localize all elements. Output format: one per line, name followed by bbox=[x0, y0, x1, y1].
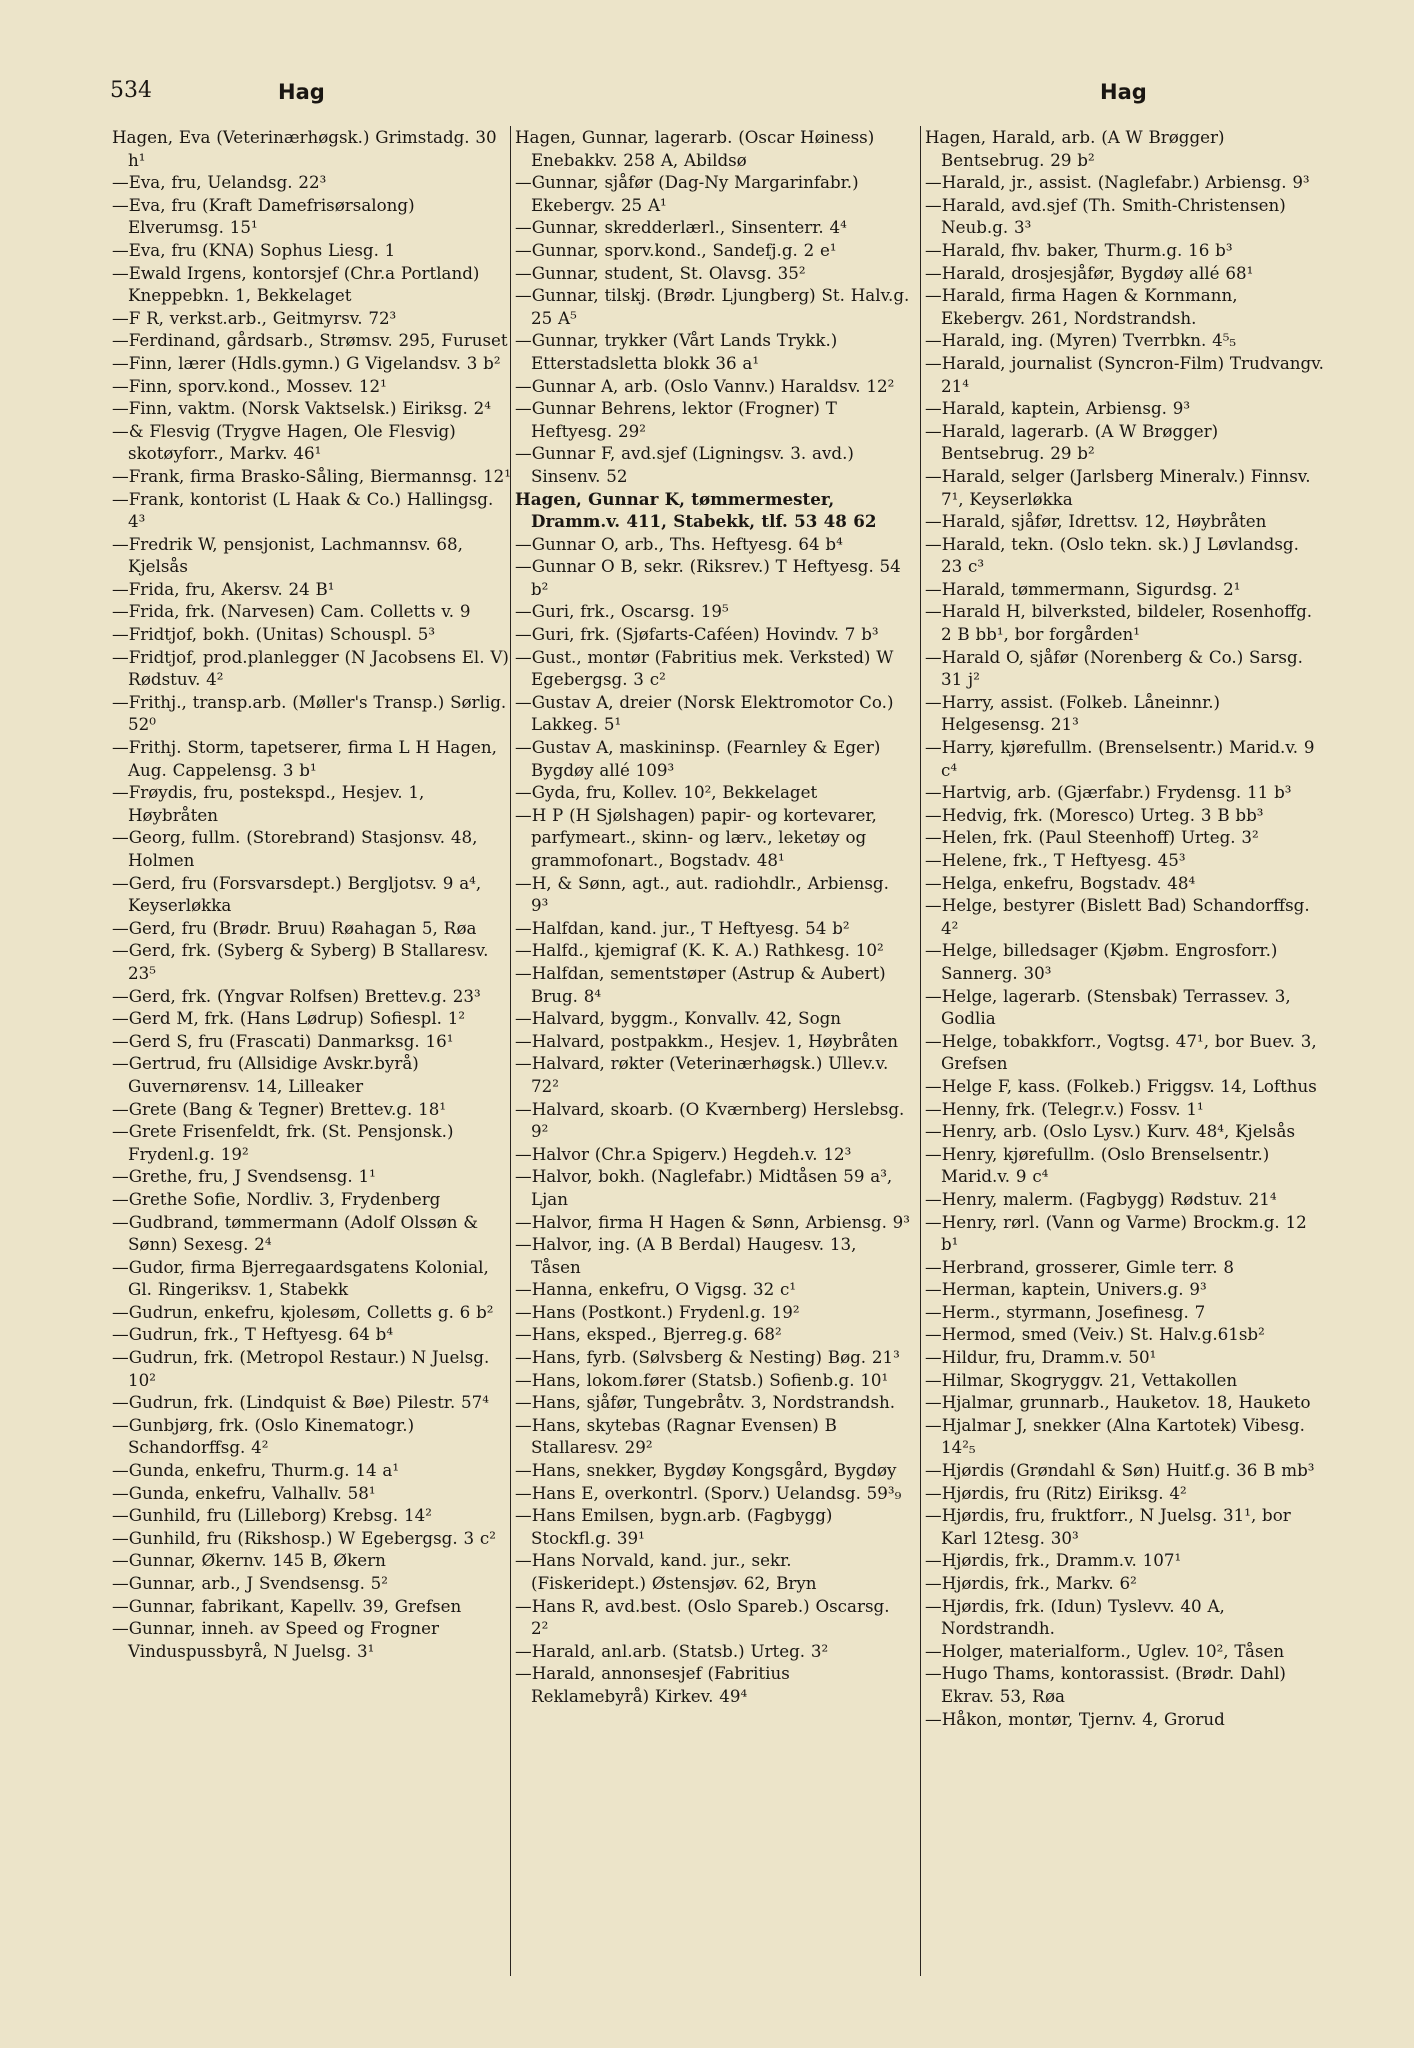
directory-entry: —Gunnar, inneh. av Speed og Frogner Vinduspussbyrå, N Juelsg. 3¹ bbox=[112, 1618, 439, 1661]
directory-entry: —Helge, bestyrer (Bislett Bad) Schandorffsg. 4² bbox=[925, 895, 1310, 938]
directory-entry: —Halvor, bokh. (Naglefabr.) Midtåsen 59 a³, Ljan bbox=[515, 1166, 893, 1209]
directory-entry: —Harald, drosjesjåfør, Bygdøy allé 68¹ bbox=[925, 262, 1254, 283]
directory-entry: —Gunnar, trykker (Vårt Lands Trykk.) Etterstadsletta blokk 36 a¹ bbox=[515, 330, 838, 373]
directory-entry: —Harald, tekn. (Oslo tekn. sk.) J Løvlandsg. 23 c³ bbox=[925, 533, 1299, 577]
directory-entry: —Henry, arb. (Oslo Lysv.) Kurv. 48⁴, Kjelsås bbox=[925, 1121, 1296, 1142]
directory-entry: —Hans, fyrb. (Sølvsberg & Nesting) Bøg. 21³ bbox=[515, 1347, 900, 1368]
directory-entry: —Henry, malerm. (Fagbygg) Rødstuv. 21⁴ bbox=[925, 1188, 1277, 1209]
directory-entry: —Halvor, ing. (A B Berdal) Haugesv. 13, Tåsen bbox=[515, 1234, 857, 1277]
directory-entry: —Harald, jr., assist. (Naglefabr.) Arbiensg. 9³ bbox=[925, 172, 1310, 193]
directory-entry: —Guri, frk. (Sjøfarts-Caféen) Hovindv. 7 b³ bbox=[515, 624, 879, 645]
directory-entry: —Finn, sporv.kond., Mossev. 12¹ bbox=[112, 375, 387, 396]
directory-entry: —Hjørdis, frk. (Idun) Tyslevv. 40 A, Nordstrandh. bbox=[925, 1595, 1225, 1639]
directory-entry: —Hans R, avd.best. (Oslo Spareb.) Oscarsg. 2² bbox=[515, 1595, 890, 1639]
directory-entry: —Hjørdis, frk., Dramm.v. 107¹ bbox=[925, 1550, 1182, 1571]
directory-entry: —Ferdinand, gårdsarb., Strømsv. 295, Furuset bbox=[112, 330, 508, 351]
directory-entry: —F R, verkst.arb., Geitmyrsv. 72³ bbox=[112, 307, 397, 328]
directory-entry: —Helen, frk. (Paul Steenhoff) Urteg. 3² bbox=[925, 827, 1259, 848]
directory-entry: —Harald, selger (Jarlsberg Mineralv.) Finnsv. 7¹, Keyserløkka bbox=[925, 465, 1311, 509]
directory-entry: —Eva, fru, Uelandsg. 22³ bbox=[112, 172, 327, 193]
directory-entry: —Gunnar O, arb., Ths. Heftyesg. 64 b⁴ bbox=[515, 533, 843, 554]
directory-entry: —Harald, lagerarb. (A W Brøgger) Bentsebrug. 29 b² bbox=[925, 420, 1219, 464]
directory-entry: —Helge, billedsager (Kjøbm. Engrosforr.) Sannerg. 30³ bbox=[925, 940, 1278, 983]
directory-entry: —Grethe Sofie, Nordliv. 3, Frydenberg bbox=[112, 1188, 441, 1209]
directory-entry: —Fridtjof, prod.planlegger (N Jacobsens El. V) Rødstuv. 4² bbox=[112, 646, 509, 690]
directory-entry: —Eva, fru (Kraft Damefrisørsalong) Elverumsg. 15¹ bbox=[112, 194, 415, 238]
directory-entry: —Hans, lokom.fører (Statsb.) Sofienb.g. 10¹ bbox=[515, 1369, 889, 1390]
directory-entry: —Gunnar, fabrikant, Kapellv. 39, Grefsen bbox=[112, 1595, 462, 1616]
directory-entry: —Helge, lagerarb. (Stensbak) Terrassev. 3, Godlia bbox=[925, 985, 1291, 1029]
directory-entry: —Helene, frk., T Heftyesg. 45³ bbox=[925, 850, 1186, 870]
directory-entry: —Ewald Irgens, kontorsjef (Chr.a Portland) Kneppebkn. 1, Bekkelaget bbox=[112, 262, 480, 306]
directory-entry: —Gerd, frk. (Syberg & Syberg) B Stallaresv. 23⁵ bbox=[112, 940, 489, 983]
directory-entry: —Gunnar, skredderlærl., Sinsenterr. 4⁴ bbox=[515, 217, 847, 238]
directory-entry: —Harald, firma Hagen & Kornmann, Ekebergv. 261, Nordstrandsh. bbox=[925, 285, 1238, 328]
directory-entry: —Hjørdis, fru (Ritz) Eiriksg. 4² bbox=[925, 1482, 1187, 1503]
column-middle bbox=[510, 126, 910, 1976]
directory-entry: —Finn, lærer (Hdls.gymn.) G Vigelandsv. 3 b² bbox=[112, 352, 501, 373]
directory-entry: —Finn, vaktm. (Norsk Vaktselsk.) Eiriksg. 2⁴ bbox=[112, 398, 491, 419]
directory-entry: —Fredrik W, pensjonist, Lachmannsv. 68, Kjelsås bbox=[112, 533, 463, 577]
directory-entry: —Hans Norvald, kand. jur., sekr. (Fiskeridept.) Østensjøv. 62, Bryn bbox=[515, 1550, 817, 1593]
directory-entry: —Hjørdis (Grøndahl & Søn) Huitf.g. 36 B mb³ bbox=[925, 1460, 1315, 1481]
directory-entry: Hagen, Gunnar K, tømmermester, Dramm.v. 411, Stabekk, tlf. 53 48 62 bbox=[515, 488, 877, 532]
directory-entry: —Guri, frk., Oscarsg. 19⁵ bbox=[515, 601, 729, 622]
directory-entry: —Gunda, enkefru, Thurm.g. 14 a¹ bbox=[112, 1460, 400, 1481]
directory-entry: —Gudbrand, tømmermann (Adolf Olssøn & Sønn) Sexesg. 2⁴ bbox=[112, 1211, 479, 1255]
directory-entry: —Gunnar, sjåfør (Dag-Ny Margarinfabr.) Ekebergv. 25 A¹ bbox=[515, 172, 859, 215]
directory-entry: —Harald, tømmermann, Sigurdsg. 2¹ bbox=[925, 578, 1241, 599]
directory-entry: —Henry, kjørefullm. (Oslo Brenselsentr.) Marid.v. 9 c⁴ bbox=[925, 1143, 1270, 1187]
directory-entry: —Hjørdis, fru, fruktforr., N Juelsg. 31¹, bor Karl 12tesg. 30³ bbox=[925, 1505, 1291, 1548]
directory-entry: —Hugo Thams, kontorassist. (Brødr. Dahl) Ekrav. 53, Røa bbox=[925, 1663, 1286, 1706]
directory-entry: —Harald, journalist (Syncron-Film) Trudvangv. 21⁴ bbox=[925, 352, 1324, 396]
directory-entry: —Hildur, fru, Dramm.v. 50¹ bbox=[925, 1347, 1157, 1368]
directory-entry: —Gudrun, frk. (Lindquist & Bøe) Pilestr. 57⁴ bbox=[112, 1392, 489, 1413]
directory-entry: —Hilmar, Skogryggv. 21, Vettakollen bbox=[925, 1369, 1238, 1390]
directory-entry: —Gudrun, enkefru, kjolesøm, Colletts g. 6 b² bbox=[112, 1301, 494, 1322]
directory-entry: Hagen, Gunnar, lagerarb. (Oscar Høiness) Enebakkv. 258 A, Abildsø bbox=[515, 127, 875, 170]
directory-entry: —Frank, firma Brasko-Såling, Biermannsg. 12¹ bbox=[112, 465, 511, 486]
directory-entry: —Frithj. Storm, tapetserer, firma L H Hagen, Aug. Cappelensg. 3 b¹ bbox=[112, 737, 497, 780]
directory-entry: —Georg, fullm. (Storebrand) Stasjonsv. 48, Holmen bbox=[112, 827, 478, 870]
directory-entry: —Gerd, fru (Brødr. Bruu) Røahagan 5, Røa bbox=[112, 917, 477, 938]
directory-entry: —& Flesvig (Trygve Hagen, Ole Flesvig) skotøyforr., Markv. 46¹ bbox=[112, 420, 456, 464]
directory-entry: —Harald, ing. (Myren) Tverrbkn. 4⁵₅ bbox=[925, 330, 1237, 351]
directory-entry: —Halvard, byggm., Konvallv. 42, Sogn bbox=[515, 1008, 842, 1029]
directory-entry: —Frithj., transp.arb. (Møller's Transp.) Sørlig. 52⁰ bbox=[112, 691, 507, 735]
directory-entry: —Helge F, kass. (Folkeb.) Friggsv. 14, Lofthus bbox=[925, 1075, 1317, 1096]
directory-entry: —Hanna, enkefru, O Vigsg. 32 c¹ bbox=[515, 1279, 797, 1300]
directory-entry: —Gunnar A, arb. (Oslo Vannv.) Haraldsv. 12² bbox=[515, 375, 895, 396]
directory-entry: —Hans, sjåfør, Tungebråtv. 3, Nordstrandsh. bbox=[515, 1392, 896, 1413]
directory-entry: —Henry, rørl. (Vann og Varme) Brockm.g. 12 b¹ bbox=[925, 1211, 1307, 1255]
directory-entry: —Gerd, frk. (Yngvar Rolfsen) Brettev.g. 23³ bbox=[112, 985, 481, 1006]
directory-entry: —Frank, kontorist (L Haak & Co.) Hallingsg. 4³ bbox=[112, 488, 494, 532]
directory-entry: —Harald H, bilverksted, bildeler, Rosenhoffg. 2 B bb¹, bor forgården¹ bbox=[925, 601, 1313, 645]
directory-entry: —Gudor, firma Bjerregaardsgatens Kolonial, Gl. Ringeriksv. 1, Stabekk bbox=[112, 1256, 489, 1300]
directory-entry: —Gunhild, fru (Rikshosp.) W Egebergsg. 3 c² bbox=[112, 1527, 496, 1548]
running-head-right: Hag bbox=[1100, 80, 1147, 104]
directory-entry: —Grete (Bang & Tegner) Brettev.g. 18¹ bbox=[112, 1098, 447, 1119]
directory-entry: —Gunnar, sporv.kond., Sandefj.g. 2 e¹ bbox=[515, 239, 837, 260]
directory-entry: —Holger, materialform., Uglev. 10², Tåsen bbox=[925, 1640, 1285, 1661]
directory-entry: —Hans E, overkontrl. (Sporv.) Uelandsg. 59³₉ bbox=[515, 1482, 902, 1503]
directory-entry: —Halfdan, sementstøper (Astrup & Aubert) Brug. 8⁴ bbox=[515, 962, 886, 1006]
directory-entry: —Helge, tobakkforr., Vogtsg. 47¹, bor Buev. 3, Grefsen bbox=[925, 1030, 1317, 1074]
page-number: 534 bbox=[110, 78, 152, 103]
directory-entry: —Gunnar O B, sekr. (Riksrev.) T Heftyesg. 54 b² bbox=[515, 556, 901, 599]
directory-entry: —Hjalmar, grunnarb., Hauketov. 18, Hauketo bbox=[925, 1392, 1311, 1413]
directory-entry: —Halvor, firma H Hagen & Sønn, Arbiensg. 9³ bbox=[515, 1211, 910, 1232]
running-head-left: Hag bbox=[278, 80, 325, 104]
directory-entry: —Gerd, fru (Forsvarsdept.) Bergljotsv. 9 a⁴, Keyserløkka bbox=[112, 872, 482, 916]
directory-entry: —Henny, frk. (Telegr.v.) Fossv. 1¹ bbox=[925, 1098, 1204, 1119]
directory-entry: —Harald, anl.arb. (Statsb.) Urteg. 3² bbox=[515, 1640, 829, 1661]
directory-entry: —Gerd M, frk. (Hans Lødrup) Sofiespl. 1² bbox=[112, 1008, 466, 1029]
directory-entry: —Hjalmar J, snekker (Alna Kartotek) Vibesg. 14²₅ bbox=[925, 1414, 1305, 1458]
directory-entry: —Gerd S, fru (Frascati) Danmarksg. 16¹ bbox=[112, 1030, 454, 1051]
directory-entry: —H P (H Sjølshagen) papir- og kortevarer, parfymeart., skinn- og lærv., leketøy og grammofonart., Bogstadv. 48¹ bbox=[515, 804, 877, 870]
directory-entry: —Hans (Postkont.) Frydenl.g. 19² bbox=[515, 1301, 800, 1322]
directory-entry: —Gust., montør (Fabritius mek. Verksted) W Egebergsg. 3 c² bbox=[515, 646, 894, 690]
directory-entry: —Helga, enkefru, Bogstadv. 48⁴ bbox=[925, 872, 1196, 893]
directory-entry: —Gudrun, frk., T Heftyesg. 64 b⁴ bbox=[112, 1324, 394, 1345]
directory-entry: Hagen, Harald, arb. (A W Brøgger) Bentsebrug. 29 b² bbox=[925, 127, 1225, 170]
column-left bbox=[112, 126, 512, 1976]
directory-entry: —Herman, kaptein, Univers.g. 9³ bbox=[925, 1279, 1207, 1300]
column-right bbox=[920, 126, 1324, 1976]
directory-entry: —Hartvig, arb. (Gjærfabr.) Frydensg. 11 b³ bbox=[925, 782, 1292, 803]
directory-entry: —Hjørdis, frk., Markv. 6² bbox=[925, 1573, 1137, 1593]
directory-entry: —Gunda, enkefru, Valhallv. 58¹ bbox=[112, 1482, 376, 1503]
directory-entry: —Halvard, postpakkm., Hesjev. 1, Høybråten bbox=[515, 1030, 899, 1051]
directory-entry: —Fridtjof, bokh. (Unitas) Schouspl. 5³ bbox=[112, 624, 436, 645]
directory-entry: —Herbrand, grosserer, Gimle terr. 8 bbox=[925, 1256, 1234, 1277]
directory-entry: —H, & Sønn, agt., aut. radiohdlr., Arbiensg. 9³ bbox=[515, 872, 889, 916]
directory-entry: —Halfd., kjemigraf (K. K. A.) Rathkesg. 10² bbox=[515, 940, 884, 961]
directory-entry: —Halvard, røkter (Veterinærhøgsk.) Ullev.v. 72² bbox=[515, 1053, 889, 1096]
directory-entry: Hagen, Eva (Veterinærhøgsk.) Grimstadg. 30 h¹ bbox=[112, 127, 497, 170]
directory-entry: —Gustav A, maskininsp. (Fearnley & Eger) Bygdøy allé 109³ bbox=[515, 737, 881, 780]
directory-entry: —Halvor (Chr.a Spigerv.) Hegdeh.v. 12³ bbox=[515, 1143, 852, 1164]
directory-entry: —Grete Frisenfeldt, frk. (St. Pensjonsk.) Frydenl.g. 19² bbox=[112, 1121, 454, 1164]
directory-entry: —Grethe, fru, J Svendsensg. 1¹ bbox=[112, 1166, 376, 1187]
directory-entry: —Harry, assist. (Folkeb. Låneinnr.) Helgesensg. 21³ bbox=[925, 691, 1221, 735]
directory-entry: —Gunnar Behrens, lektor (Frogner) T Heftyesg. 29² bbox=[515, 398, 837, 441]
directory-entry: —Hedvig, frk. (Moresco) Urteg. 3 B bb³ bbox=[925, 804, 1264, 825]
directory-entry: —Gudrun, frk. (Metropol Restaur.) N Juelsg. 10² bbox=[112, 1347, 490, 1390]
directory-entry: —Gyda, fru, Kollev. 10², Bekkelaget bbox=[515, 782, 818, 803]
directory-entry: —Gunnar F, avd.sjef (Ligningsv. 3. avd.) Sinsenv. 52 bbox=[515, 443, 854, 486]
directory-entry: —Hans, snekker, Bygdøy Kongsgård, Bygdøy bbox=[515, 1460, 897, 1481]
directory-entry: —Eva, fru (KNA) Sophus Liesg. 1 bbox=[112, 239, 396, 260]
directory-entry: —Gertrud, fru (Allsidige Avskr.byrå) Guvernørensv. 14, Lilleaker bbox=[112, 1053, 419, 1096]
directory-entry: —Harry, kjørefullm. (Brenselsentr.) Marid.v. 9 c⁴ bbox=[925, 737, 1315, 780]
directory-entry: —Harald O, sjåfør (Norenberg & Co.) Sarsg. 31 j² bbox=[925, 646, 1303, 690]
directory-entry: —Hans, skytebas (Ragnar Evensen) B Stallaresv. 29² bbox=[515, 1414, 837, 1458]
directory-entry: —Gunnar, Økernv. 145 B, Økern bbox=[112, 1550, 386, 1571]
directory-entry: —Halfdan, kand. jur., T Heftyesg. 54 b² bbox=[515, 917, 850, 938]
directory-entry: —Frøydis, fru, postekspd., Hesjev. 1, Høybråten bbox=[112, 782, 425, 825]
directory-entry: —Herm., styrmann, Josefinesg. 7 bbox=[925, 1301, 1206, 1322]
directory-entry: —Harald, kaptein, Arbiensg. 9³ bbox=[925, 398, 1191, 419]
directory-entry: —Frida, fru, Akersv. 24 B¹ bbox=[112, 578, 335, 599]
directory-entry: —Hermod, smed (Veiv.) St. Halv.g.61sb² bbox=[925, 1324, 1265, 1345]
directory-entry: —Gustav A, dreier (Norsk Elektromotor Co.) Lakkeg. 5¹ bbox=[515, 691, 894, 735]
directory-entry: —Harald, avd.sjef (Th. Smith-Christensen) Neub.g. 3³ bbox=[925, 194, 1286, 238]
directory-entry: —Gunnar, student, St. Olavsg. 35² bbox=[515, 262, 806, 283]
directory-entry: —Harald, sjåfør, Idrettsv. 12, Høybråten bbox=[925, 511, 1267, 532]
directory-entry: —Hans Emilsen, bygn.arb. (Fagbygg) Stockfl.g. 39¹ bbox=[515, 1505, 833, 1548]
directory-entry: —Gunhild, fru (Lilleborg) Krebsg. 14² bbox=[112, 1505, 432, 1526]
directory-entry: —Gunnar, tilskj. (Brødr. Ljungberg) St. Halv.g. 25 A⁵ bbox=[515, 285, 910, 328]
directory-entry: —Halvard, skoarb. (O Kværnberg) Herslebsg. 9² bbox=[515, 1098, 905, 1142]
directory-entry: —Hans, eksped., Bjerreg.g. 68² bbox=[515, 1324, 782, 1345]
directory-entry: —Gunnar, arb., J Svendsensg. 5² bbox=[112, 1573, 388, 1593]
directory-entry: —Harald, annonsesjef (Fabritius Reklamebyrå) Kirkev. 49⁴ bbox=[515, 1663, 790, 1706]
directory-entry: —Håkon, montør, Tjernv. 4, Grorud bbox=[925, 1708, 1225, 1729]
directory-entry: —Harald, fhv. baker, Thurm.g. 16 b³ bbox=[925, 239, 1233, 260]
directory-entry: —Frida, frk. (Narvesen) Cam. Colletts v. 9 bbox=[112, 601, 471, 622]
directory-entry: —Gunbjørg, frk. (Oslo Kinematogr.) Schandorffsg. 4² bbox=[112, 1414, 415, 1458]
page-header bbox=[110, 78, 1316, 114]
